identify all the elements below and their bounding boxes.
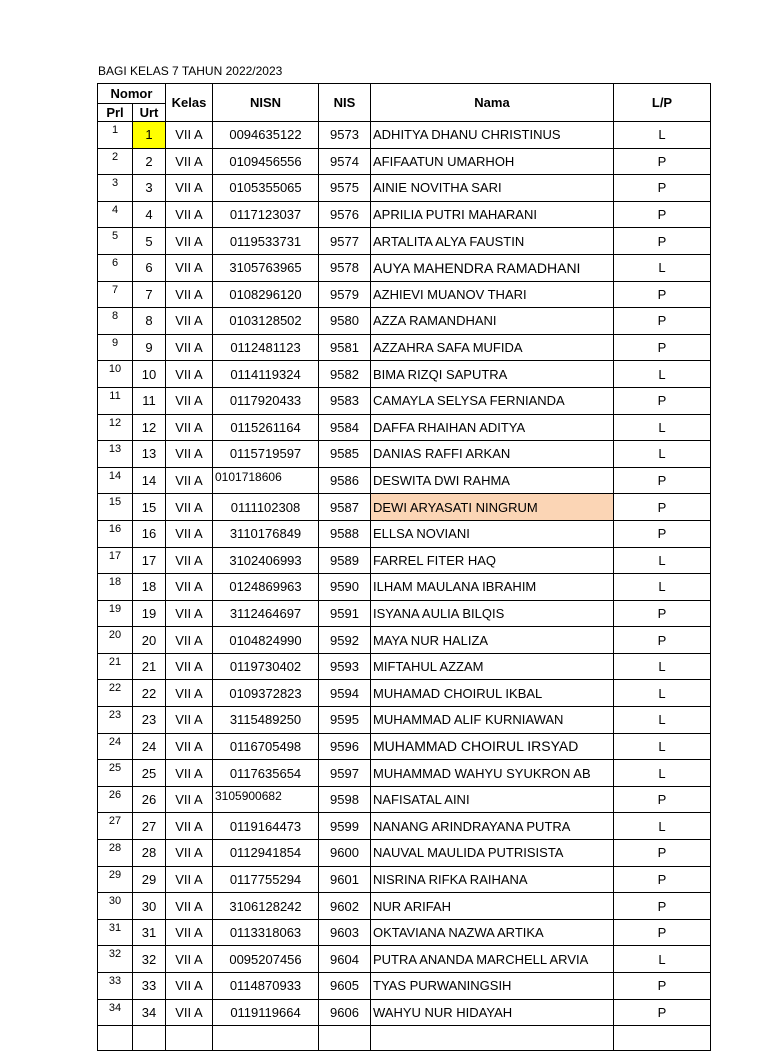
- cell-nama: AUYA MAHENDRA RAMADHANI: [371, 254, 614, 281]
- cell-prl: 20: [98, 627, 133, 654]
- cell-urt: 28: [133, 840, 166, 867]
- cell-nama: MUHAMMAD WAHYU SYUKRON AB: [371, 760, 614, 787]
- cell-nisn: 0119533731: [213, 228, 319, 255]
- cell-kelas: VII A: [166, 946, 213, 973]
- cell-nis: 9604: [319, 946, 371, 973]
- cell-prl: 18: [98, 574, 133, 601]
- empty-cell: [213, 1026, 319, 1051]
- cell-lp: P: [614, 627, 711, 654]
- cell-prl: 32: [98, 946, 133, 973]
- cell-kelas: VII A: [166, 441, 213, 468]
- cell-prl: 13: [98, 441, 133, 468]
- cell-nama: DAFFA RHAIHAN ADITYA: [371, 414, 614, 441]
- cell-kelas: VII A: [166, 786, 213, 813]
- table-row: [98, 334, 711, 361]
- cell-nama: AFIFAATUN UMARHOH: [371, 148, 614, 175]
- empty-cell: [98, 1026, 133, 1051]
- cell-prl: 25: [98, 760, 133, 787]
- cell-prl: 30: [98, 893, 133, 920]
- cell-nama: MUHAMMAD ALIF KURNIAWAN: [371, 707, 614, 734]
- cell-urt: 34: [133, 999, 166, 1026]
- cell-nis: 9589: [319, 547, 371, 574]
- cell-nama: CAMAYLA SELYSA FERNIANDA: [371, 387, 614, 414]
- cell-lp: L: [614, 946, 711, 973]
- cell-nisn: 0116705498: [213, 733, 319, 760]
- cell-lp: L: [614, 760, 711, 787]
- cell-urt: 2: [133, 148, 166, 175]
- cell-kelas: VII A: [166, 148, 213, 175]
- table-row: [98, 760, 711, 787]
- cell-prl: 6: [98, 254, 133, 281]
- cell-nama: NAFISATAL AINI: [371, 786, 614, 813]
- cell-lp: L: [614, 122, 711, 149]
- cell-nama: AZHIEVI MUANOV THARI: [371, 281, 614, 308]
- cell-urt: 14: [133, 467, 166, 494]
- cell-nama: NUR ARIFAH: [371, 893, 614, 920]
- cell-prl: 14: [98, 467, 133, 494]
- cell-prl: 12: [98, 414, 133, 441]
- cell-urt: 33: [133, 973, 166, 1000]
- cell-urt: 15: [133, 494, 166, 521]
- cell-nisn: 0095207456: [213, 946, 319, 973]
- cell-nis: 9576: [319, 201, 371, 228]
- cell-prl: 22: [98, 680, 133, 707]
- cell-prl: 7: [98, 281, 133, 308]
- cell-urt: 10: [133, 361, 166, 388]
- cell-nis: 9586: [319, 467, 371, 494]
- table-row: [98, 973, 711, 1000]
- cell-nisn: 0117635654: [213, 760, 319, 787]
- cell-lp: L: [614, 653, 711, 680]
- table-row-empty: [98, 1026, 711, 1051]
- cell-kelas: VII A: [166, 999, 213, 1026]
- header-lp: L/P: [614, 84, 711, 122]
- cell-nisn: 0103128502: [213, 308, 319, 335]
- cell-nama: DANIAS RAFFI ARKAN: [371, 441, 614, 468]
- cell-prl: 9: [98, 334, 133, 361]
- cell-lp: P: [614, 999, 711, 1026]
- cell-nisn: 0094635122: [213, 122, 319, 149]
- cell-nama: TYAS PURWANINGSIH: [371, 973, 614, 1000]
- cell-urt: 1: [133, 122, 166, 149]
- cell-urt: 23: [133, 707, 166, 734]
- cell-urt: 29: [133, 866, 166, 893]
- cell-nisn: 0109372823: [213, 680, 319, 707]
- cell-lp: L: [614, 254, 711, 281]
- cell-prl: 29: [98, 866, 133, 893]
- cell-nisn: 0104824990: [213, 627, 319, 654]
- cell-prl: 2: [98, 148, 133, 175]
- cell-prl: 11: [98, 387, 133, 414]
- cell-kelas: VII A: [166, 574, 213, 601]
- cell-nis: 9596: [319, 733, 371, 760]
- sheet-title: BAGI KELAS 7 TAHUN 2022/2023: [98, 64, 283, 78]
- table-row: [98, 254, 711, 281]
- cell-urt: 25: [133, 760, 166, 787]
- cell-lp: P: [614, 494, 711, 521]
- cell-nis: 9606: [319, 999, 371, 1026]
- cell-prl: 4: [98, 201, 133, 228]
- cell-kelas: VII A: [166, 334, 213, 361]
- header-nisn: NISN: [213, 84, 319, 122]
- cell-nisn: 3115489250: [213, 707, 319, 734]
- cell-urt: 24: [133, 733, 166, 760]
- cell-nis: 9580: [319, 308, 371, 335]
- cell-lp: L: [614, 733, 711, 760]
- cell-urt: 26: [133, 786, 166, 813]
- cell-nis: 9583: [319, 387, 371, 414]
- cell-nis: 9578: [319, 254, 371, 281]
- cell-lp: P: [614, 228, 711, 255]
- cell-kelas: VII A: [166, 361, 213, 388]
- table-row: [98, 148, 711, 175]
- cell-nama: WAHYU NUR HIDAYAH: [371, 999, 614, 1026]
- cell-prl: 31: [98, 919, 133, 946]
- cell-lp: L: [614, 813, 711, 840]
- cell-kelas: VII A: [166, 467, 213, 494]
- cell-nis: 9585: [319, 441, 371, 468]
- empty-cell: [133, 1026, 166, 1051]
- cell-lp: L: [614, 547, 711, 574]
- cell-lp: L: [614, 441, 711, 468]
- cell-nama: OKTAVIANA NAZWA ARTIKA: [371, 919, 614, 946]
- cell-nama: PUTRA ANANDA MARCHELL ARVIA: [371, 946, 614, 973]
- cell-urt: 17: [133, 547, 166, 574]
- cell-lp: P: [614, 308, 711, 335]
- cell-kelas: VII A: [166, 760, 213, 787]
- cell-prl: 15: [98, 494, 133, 521]
- cell-nama: MAYA NUR HALIZA: [371, 627, 614, 654]
- cell-lp: P: [614, 281, 711, 308]
- cell-nama: NAUVAL MAULIDA PUTRISISTA: [371, 840, 614, 867]
- cell-nis: 9591: [319, 600, 371, 627]
- cell-nisn: 3106128242: [213, 893, 319, 920]
- cell-nama: DESWITA DWI RAHMA: [371, 467, 614, 494]
- cell-nisn: 0115261164: [213, 414, 319, 441]
- cell-nis: 9597: [319, 760, 371, 787]
- table-row: [98, 840, 711, 867]
- table-row: [98, 866, 711, 893]
- cell-prl: 21: [98, 653, 133, 680]
- cell-lp: P: [614, 387, 711, 414]
- cell-kelas: VII A: [166, 308, 213, 335]
- cell-urt: 32: [133, 946, 166, 973]
- cell-prl: 5: [98, 228, 133, 255]
- cell-prl: 19: [98, 600, 133, 627]
- cell-kelas: VII A: [166, 600, 213, 627]
- cell-nisn: 0105355065: [213, 175, 319, 202]
- cell-nis: 9577: [319, 228, 371, 255]
- cell-nisn: 3105900682: [213, 786, 319, 813]
- cell-lp: P: [614, 175, 711, 202]
- cell-nis: 9594: [319, 680, 371, 707]
- cell-nis: 9579: [319, 281, 371, 308]
- empty-cell: [371, 1026, 614, 1051]
- table-row: [98, 600, 711, 627]
- cell-nis: 9582: [319, 361, 371, 388]
- cell-urt: 30: [133, 893, 166, 920]
- table-row: [98, 520, 711, 547]
- table-row: [98, 494, 711, 521]
- cell-lp: P: [614, 840, 711, 867]
- cell-nisn: 0109456556: [213, 148, 319, 175]
- cell-kelas: VII A: [166, 653, 213, 680]
- cell-prl: 1: [98, 122, 133, 149]
- cell-nisn: 0113318063: [213, 919, 319, 946]
- header-prl: Prl: [98, 104, 133, 122]
- table-row: [98, 308, 711, 335]
- cell-lp: P: [614, 973, 711, 1000]
- cell-nama: APRILIA PUTRI MAHARANI: [371, 201, 614, 228]
- empty-cell: [614, 1026, 711, 1051]
- header-kelas: Kelas: [166, 84, 213, 122]
- cell-nama: MUHAMAD CHOIRUL IKBAL: [371, 680, 614, 707]
- cell-nis: 9590: [319, 574, 371, 601]
- cell-nisn: 0111102308: [213, 494, 319, 521]
- cell-prl: 16: [98, 520, 133, 547]
- cell-nis: 9602: [319, 893, 371, 920]
- cell-prl: 8: [98, 308, 133, 335]
- cell-prl: 3: [98, 175, 133, 202]
- cell-kelas: VII A: [166, 893, 213, 920]
- cell-prl: 23: [98, 707, 133, 734]
- cell-nis: 9593: [319, 653, 371, 680]
- cell-prl: 28: [98, 840, 133, 867]
- cell-nama: DEWI ARYASATI NINGRUM: [371, 494, 614, 521]
- cell-prl: 10: [98, 361, 133, 388]
- cell-nama: ISYANA AULIA BILQIS: [371, 600, 614, 627]
- cell-urt: 9: [133, 334, 166, 361]
- cell-lp: P: [614, 919, 711, 946]
- cell-urt: 7: [133, 281, 166, 308]
- table-row: [98, 175, 711, 202]
- header-nama: Nama: [371, 84, 614, 122]
- cell-lp: P: [614, 201, 711, 228]
- cell-urt: 16: [133, 520, 166, 547]
- cell-lp: L: [614, 361, 711, 388]
- cell-nis: 9595: [319, 707, 371, 734]
- cell-urt: 20: [133, 627, 166, 654]
- cell-nisn: 0101718606: [213, 467, 319, 494]
- cell-lp: P: [614, 148, 711, 175]
- cell-urt: 8: [133, 308, 166, 335]
- cell-nis: 9605: [319, 973, 371, 1000]
- table-row: [98, 893, 711, 920]
- table-row: [98, 441, 711, 468]
- cell-nis: 9574: [319, 148, 371, 175]
- cell-nisn: 0117755294: [213, 866, 319, 893]
- cell-urt: 12: [133, 414, 166, 441]
- header-nomor: Nomor: [98, 84, 166, 104]
- cell-nisn: 0117123037: [213, 201, 319, 228]
- cell-nis: 9575: [319, 175, 371, 202]
- cell-nama: AZZAHRA SAFA MUFIDA: [371, 334, 614, 361]
- cell-nama: AZZA RAMANDHANI: [371, 308, 614, 335]
- student-table: [97, 83, 711, 1051]
- cell-urt: 22: [133, 680, 166, 707]
- table-row: [98, 361, 711, 388]
- cell-nis: 9603: [319, 919, 371, 946]
- cell-nama: MIFTAHUL AZZAM: [371, 653, 614, 680]
- cell-lp: P: [614, 600, 711, 627]
- table-row: [98, 946, 711, 973]
- cell-lp: P: [614, 334, 711, 361]
- table-row: [98, 680, 711, 707]
- cell-kelas: VII A: [166, 840, 213, 867]
- cell-nisn: 0117920433: [213, 387, 319, 414]
- cell-kelas: VII A: [166, 387, 213, 414]
- cell-urt: 31: [133, 919, 166, 946]
- table-row: [98, 387, 711, 414]
- cell-kelas: VII A: [166, 733, 213, 760]
- cell-prl: 33: [98, 973, 133, 1000]
- cell-nama: NANANG ARINDRAYANA PUTRA: [371, 813, 614, 840]
- cell-nisn: 0119730402: [213, 653, 319, 680]
- cell-lp: P: [614, 893, 711, 920]
- cell-prl: 26: [98, 786, 133, 813]
- cell-prl: 34: [98, 999, 133, 1026]
- cell-kelas: VII A: [166, 228, 213, 255]
- cell-nisn: 0114119324: [213, 361, 319, 388]
- table-row: [98, 547, 711, 574]
- cell-kelas: VII A: [166, 866, 213, 893]
- cell-nis: 9573: [319, 122, 371, 149]
- cell-lp: P: [614, 467, 711, 494]
- cell-lp: L: [614, 707, 711, 734]
- empty-cell: [166, 1026, 213, 1051]
- cell-kelas: VII A: [166, 919, 213, 946]
- table-row: [98, 999, 711, 1026]
- cell-kelas: VII A: [166, 175, 213, 202]
- cell-kelas: VII A: [166, 680, 213, 707]
- cell-nisn: 0112481123: [213, 334, 319, 361]
- cell-urt: 3: [133, 175, 166, 202]
- cell-urt: 5: [133, 228, 166, 255]
- cell-nama: BIMA RIZQI SAPUTRA: [371, 361, 614, 388]
- cell-urt: 21: [133, 653, 166, 680]
- cell-nis: 9588: [319, 520, 371, 547]
- cell-urt: 13: [133, 441, 166, 468]
- cell-kelas: VII A: [166, 122, 213, 149]
- cell-lp: L: [614, 414, 711, 441]
- cell-kelas: VII A: [166, 520, 213, 547]
- table-row: [98, 467, 711, 494]
- cell-nama: ARTALITA ALYA FAUSTIN: [371, 228, 614, 255]
- cell-nama: ELLSA NOVIANI: [371, 520, 614, 547]
- table-row: [98, 122, 711, 149]
- cell-nis: 9592: [319, 627, 371, 654]
- header-urt: Urt: [133, 104, 166, 122]
- table-row: [98, 707, 711, 734]
- cell-nama: FARREL FITER HAQ: [371, 547, 614, 574]
- cell-nama: AINIE NOVITHA SARI: [371, 175, 614, 202]
- table-row: [98, 228, 711, 255]
- cell-prl: 27: [98, 813, 133, 840]
- table-row: [98, 281, 711, 308]
- cell-lp: P: [614, 520, 711, 547]
- table-row: [98, 414, 711, 441]
- cell-nisn: 0115719597: [213, 441, 319, 468]
- cell-nis: 9599: [319, 813, 371, 840]
- cell-kelas: VII A: [166, 254, 213, 281]
- cell-nisn: 0119119664: [213, 999, 319, 1026]
- table-row: [98, 653, 711, 680]
- cell-kelas: VII A: [166, 627, 213, 654]
- table-row: [98, 574, 711, 601]
- cell-urt: 18: [133, 574, 166, 601]
- cell-nisn: 3112464697: [213, 600, 319, 627]
- cell-nisn: 0108296120: [213, 281, 319, 308]
- cell-nisn: 3110176849: [213, 520, 319, 547]
- empty-cell: [319, 1026, 371, 1051]
- cell-nisn: 0119164473: [213, 813, 319, 840]
- cell-nis: 9584: [319, 414, 371, 441]
- cell-nis: 9587: [319, 494, 371, 521]
- table-row: [98, 813, 711, 840]
- cell-kelas: VII A: [166, 201, 213, 228]
- cell-lp: L: [614, 574, 711, 601]
- cell-nisn: 3102406993: [213, 547, 319, 574]
- cell-kelas: VII A: [166, 547, 213, 574]
- cell-nama: ILHAM MAULANA IBRAHIM: [371, 574, 614, 601]
- cell-lp: P: [614, 786, 711, 813]
- cell-urt: 11: [133, 387, 166, 414]
- cell-nisn: 3105763965: [213, 254, 319, 281]
- cell-kelas: VII A: [166, 281, 213, 308]
- cell-nama: NISRINA RIFKA RAIHANA: [371, 866, 614, 893]
- cell-urt: 6: [133, 254, 166, 281]
- header-nis: NIS: [319, 84, 371, 122]
- cell-nis: 9598: [319, 786, 371, 813]
- cell-urt: 4: [133, 201, 166, 228]
- cell-urt: 27: [133, 813, 166, 840]
- cell-nis: 9601: [319, 866, 371, 893]
- cell-nisn: 0112941854: [213, 840, 319, 867]
- cell-urt: 19: [133, 600, 166, 627]
- cell-lp: L: [614, 680, 711, 707]
- cell-prl: 17: [98, 547, 133, 574]
- cell-kelas: VII A: [166, 973, 213, 1000]
- cell-nisn: 0124869963: [213, 574, 319, 601]
- table-row: [98, 786, 711, 813]
- cell-prl: 24: [98, 733, 133, 760]
- table-row: [98, 201, 711, 228]
- table-row: [98, 733, 711, 760]
- cell-kelas: VII A: [166, 707, 213, 734]
- cell-nama: MUHAMMAD CHOIRUL IRSYAD: [371, 733, 614, 760]
- table-row: [98, 919, 711, 946]
- cell-kelas: VII A: [166, 414, 213, 441]
- cell-kelas: VII A: [166, 494, 213, 521]
- cell-lp: P: [614, 866, 711, 893]
- cell-kelas: VII A: [166, 813, 213, 840]
- cell-nis: 9581: [319, 334, 371, 361]
- cell-nisn: 0114870933: [213, 973, 319, 1000]
- cell-nis: 9600: [319, 840, 371, 867]
- cell-nama: ADHITYA DHANU CHRISTINUS: [371, 122, 614, 149]
- table-row: [98, 627, 711, 654]
